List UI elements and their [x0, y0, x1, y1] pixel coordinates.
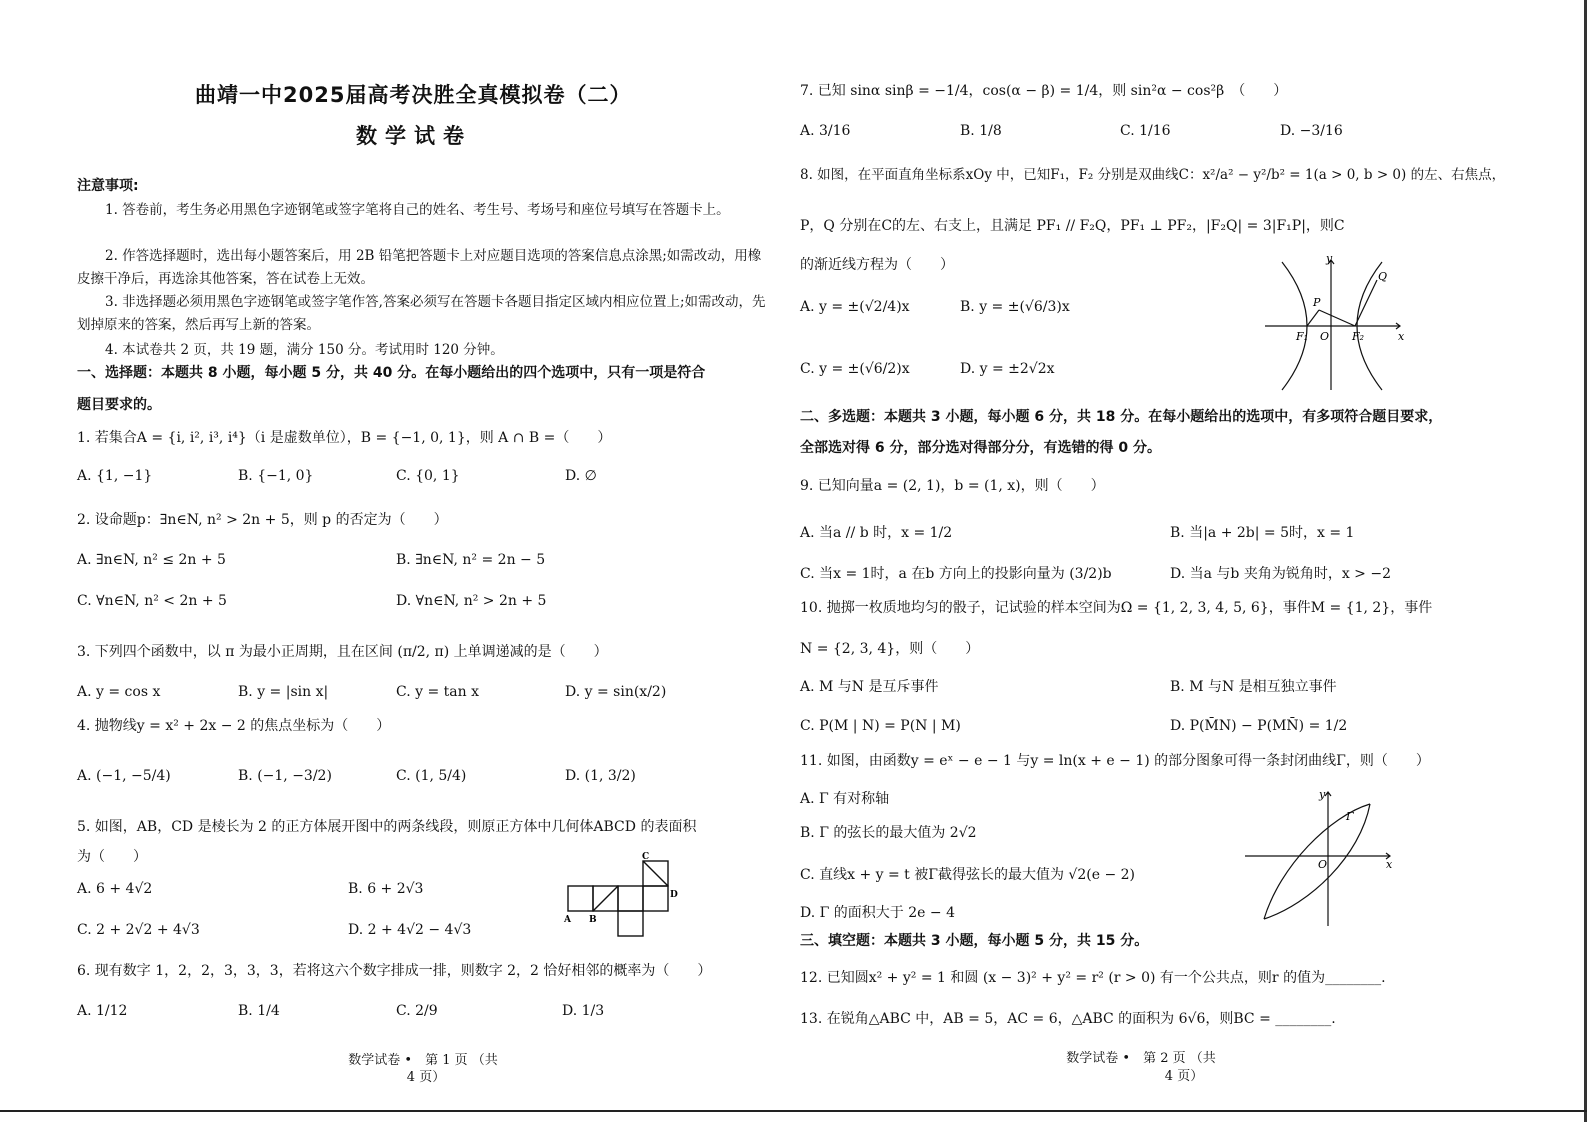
- question-2: 2. 设命题p：∃n∈N, n² > 2n + 5，则 p 的否定为（ ）: [77, 512, 448, 528]
- q8-option-a: A. y = ±(√2/4)x: [800, 299, 910, 315]
- hyperbola-label-p: P: [1313, 296, 1321, 309]
- q7-option-d: D. −3/16: [1280, 123, 1343, 139]
- q7-option-b: B. 1/8: [960, 123, 1002, 139]
- exam-title: 曲靖一中2025届高考决胜全真模拟卷（二）: [195, 83, 632, 107]
- q1-option-c: C. {0, 1}: [396, 468, 460, 484]
- q9-option-d: D. 当a 与b 夹角为锐角时，x > −2: [1170, 566, 1391, 582]
- closed-curve-figure: [1240, 786, 1400, 932]
- q10-option-d: D. P(M̄N) − P(MN̄) = 1/2: [1170, 718, 1348, 734]
- page-2: [790, 0, 1587, 1122]
- question-8: 8. 如图，在平面直角坐标系xOy 中，已知F₁，F₂ 分别是双曲线C：x²/a² − y²/b² = 1(a > 0, b > 0) 的左、右焦点，: [800, 167, 1506, 183]
- question-3: 3. 下列四个函数中，以 π 为最小正周期，且在区间 (π/2, π) 上单调递减的是（ ）: [77, 644, 608, 660]
- q11-option-c: C. 直线x + y = t 被Γ截得弦长的最大值为 √2(e − 2): [800, 867, 1135, 883]
- question-11: 11. 如图，由函数y = eˣ − e − 1 与y = ln(x + e − 1) 的部分图象可得一条封闭曲线Γ，则（ ）: [800, 753, 1430, 769]
- notice-heading: 注意事项:: [77, 178, 139, 194]
- q9-option-b: B. 当|a + 2b| = 5时，x = 1: [1170, 525, 1355, 541]
- q10-option-c: C. P(M | N) = P(N | M): [800, 718, 961, 734]
- cube-label-b: B: [589, 915, 597, 925]
- q5-option-d: D. 2 + 4√2 − 4√3: [348, 922, 472, 938]
- hyperbola-label-f1: F₁: [1296, 330, 1309, 343]
- q11-option-d: D. Γ 的面积大于 2e − 4: [800, 905, 955, 921]
- hyperbola-label-o: O: [1320, 330, 1330, 343]
- q1-option-d: D. ∅: [565, 468, 597, 484]
- page-1: [0, 0, 790, 1122]
- question-5: 5. 如图，AB，CD 是棱长为 2 的正方体展开图中的两条线段，则原正方体中几何体ABCD 的表面积: [77, 819, 697, 835]
- question-12: 12. 已知圆x² + y² = 1 和圆 (x − 3)² + y² = r² (r > 0) 有一个公共点，则r 的值为________.: [800, 970, 1386, 986]
- q3-option-c: C. y = tan x: [396, 684, 479, 700]
- page-1-footer-cont: 4 页）: [406, 1070, 446, 1085]
- question-9: 9. 已知向量a = (2, 1)，b = (1, x)，则（ ）: [800, 478, 1105, 494]
- q9-option-c: C. 当x = 1时，a 在b 方向上的投影向量为 (3/2)b: [800, 566, 1112, 582]
- cube-label-d: D: [670, 890, 678, 900]
- q6-option-a: A. 1/12: [77, 1003, 128, 1019]
- q1-option-a: A. {1, −1}: [77, 468, 153, 484]
- q6-option-b: B. 1/4: [238, 1003, 280, 1019]
- q7-option-a: A. 3/16: [800, 123, 851, 139]
- question-10: 10. 抛掷一枚质地均匀的骰子，记试验的样本空间为Ω = {1, 2, 3, 4, 5, 6}，事件M = {1, 2}，事件: [800, 600, 1433, 616]
- notice-1: 1. 答卷前，考生务必用黑色字迹钢笔或签字笔将自己的姓名、考生号、考场号和座位号填写在答题卡上。: [105, 202, 730, 218]
- question-4: 4. 抛物线y = x² + 2x − 2 的焦点坐标为（ ）: [77, 718, 391, 734]
- notice-4: 4. 本试卷共 2 页，共 19 题，满分 150 分。考试用时 120 分钟。: [105, 342, 504, 358]
- q2-option-a: A. ∃n∈N, n² ≤ 2n + 5: [77, 552, 226, 568]
- section-2-heading: 二、多选题：本题共 3 小题，每小题 6 分，共 18 分。在每小题给出的选项中，有多项符合题目要求，: [800, 409, 1443, 425]
- bottom-border: [0, 1110, 1587, 1112]
- q4-option-d: D. (1, 3/2): [565, 768, 636, 784]
- question-10-cont: N = {2, 3, 4}，则（ ）: [800, 641, 980, 657]
- q6-option-d: D. 1/3: [562, 1003, 605, 1019]
- q8-option-b: B. y = ±(√6/3)x: [960, 299, 1070, 315]
- q3-option-d: D. y = sin(x/2): [565, 684, 667, 700]
- page-2-footer: 数学试卷 • 第 2 页 （共: [1066, 1051, 1216, 1066]
- hyperbola-figure: [1260, 250, 1410, 395]
- q4-option-a: A. (−1, −5/4): [77, 768, 171, 784]
- page-1-footer: 数学试卷 • 第 1 页 （共: [348, 1053, 498, 1068]
- section-1-heading: 一、选择题：本题共 8 小题，每小题 5 分，共 40 分。在每小题给出的四个选项中，只有一项是符合: [77, 365, 706, 381]
- q10-option-b: B. M 与N 是相互独立事件: [1170, 679, 1337, 695]
- q8-option-c: C. y = ±(√6/2)x: [800, 361, 910, 377]
- q5-option-a: A. 6 + 4√2: [77, 881, 153, 897]
- q11-option-a: A. Γ 有对称轴: [800, 791, 890, 807]
- q2-option-c: C. ∀n∈N, n² < 2n + 5: [77, 593, 227, 609]
- section-3-heading: 三、填空题：本题共 3 小题，每小题 5 分，共 15 分。: [800, 933, 1149, 949]
- q2-option-d: D. ∀n∈N, n² > 2n + 5: [396, 593, 547, 609]
- curve-label-x: x: [1386, 858, 1393, 871]
- question-6: 6. 现有数字 1，2，2，3，3，3，若将这六个数字排成一排，则数字 2，2 恰好相邻的概率为（ ）: [77, 963, 712, 979]
- section-2-heading-cont: 全部选对得 6 分，部分选对得部分分，有选错的得 0 分。: [800, 440, 1161, 456]
- curve-label-y: y: [1319, 788, 1326, 801]
- curve-label-o: O: [1318, 858, 1328, 871]
- q3-option-b: B. y = |sin x|: [238, 684, 329, 700]
- cube-label-a: A: [564, 915, 571, 925]
- section-1-heading-cont: 题目要求的。: [77, 397, 161, 413]
- notice-2: 2. 作答选择题时，选出每小题答案后，用 2B 铅笔把答题卡上对应题目选项的答案信息点涂黑;如需改动，用橡皮擦干净后，再选涂其他答案，答在试卷上无效。: [77, 248, 762, 287]
- q1-option-b: B. {−1, 0}: [238, 468, 314, 484]
- q4-option-c: C. (1, 5/4): [396, 768, 467, 784]
- q5-option-c: C. 2 + 2√2 + 4√3: [77, 922, 200, 938]
- hyperbola-label-q: Q: [1378, 270, 1388, 283]
- curve-label-gamma: Γ: [1346, 810, 1354, 823]
- question-1: 1. 若集合A = {i, i², i³, i⁴}（i 是虚数单位），B = {−1, 0, 1}，则 A ∩ B =（ ）: [77, 430, 612, 446]
- cube-net-figure: [560, 848, 690, 944]
- q11-option-b: B. Γ 的弦长的最大值为 2√2: [800, 825, 977, 841]
- notice-3: 3. 非选择题必须用黑色字迹钢笔或签字笔作答,答案必须写在答题卡各题目指定区域内相应位置上;如需改动，先划掉原来的答案，然后再写上新的答案。: [77, 294, 766, 333]
- q2-option-b: B. ∃n∈N, n² = 2n − 5: [396, 552, 546, 568]
- q5-option-b: B. 6 + 2√3: [348, 881, 424, 897]
- q3-option-a: A. y = cos x: [77, 684, 161, 700]
- page-2-footer-cont: 4 页）: [1164, 1069, 1204, 1084]
- question-13: 13. 在锐角△ABC 中，AB = 5，AC = 6，△ABC 的面积为 6√6，则BC = ________.: [800, 1011, 1336, 1027]
- hyperbola-label-f2: F₂: [1352, 330, 1365, 343]
- exam-subtitle: 数学试卷: [356, 124, 472, 148]
- q6-option-c: C. 2/9: [396, 1003, 438, 1019]
- cube-label-c: C: [642, 852, 650, 862]
- hyperbola-label-x: x: [1398, 330, 1405, 343]
- question-7: 7. 已知 sinα sinβ = −1/4，cos(α − β) = 1/4，则 sin²α − cos²β （ ）: [800, 83, 1288, 99]
- hyperbola-label-y: y: [1326, 252, 1333, 265]
- q10-option-a: A. M 与N 是互斥事件: [800, 679, 939, 695]
- q8-option-d: D. y = ±2√2x: [960, 361, 1055, 377]
- question-8-cont: P，Q 分别在C的左、右支上，且满足 PF₁ // F₂Q，PF₁ ⊥ PF₂，|F₂Q| = 3|F₁P|，则C: [800, 218, 1345, 234]
- question-8-cont-2: 的渐近线方程为（ ）: [800, 257, 954, 273]
- q7-option-c: C. 1/16: [1120, 123, 1171, 139]
- q9-option-a: A. 当a // b 时，x = 1/2: [800, 525, 953, 541]
- q4-option-b: B. (−1, −3/2): [238, 768, 332, 784]
- question-5-cont: 为（ ）: [77, 849, 147, 865]
